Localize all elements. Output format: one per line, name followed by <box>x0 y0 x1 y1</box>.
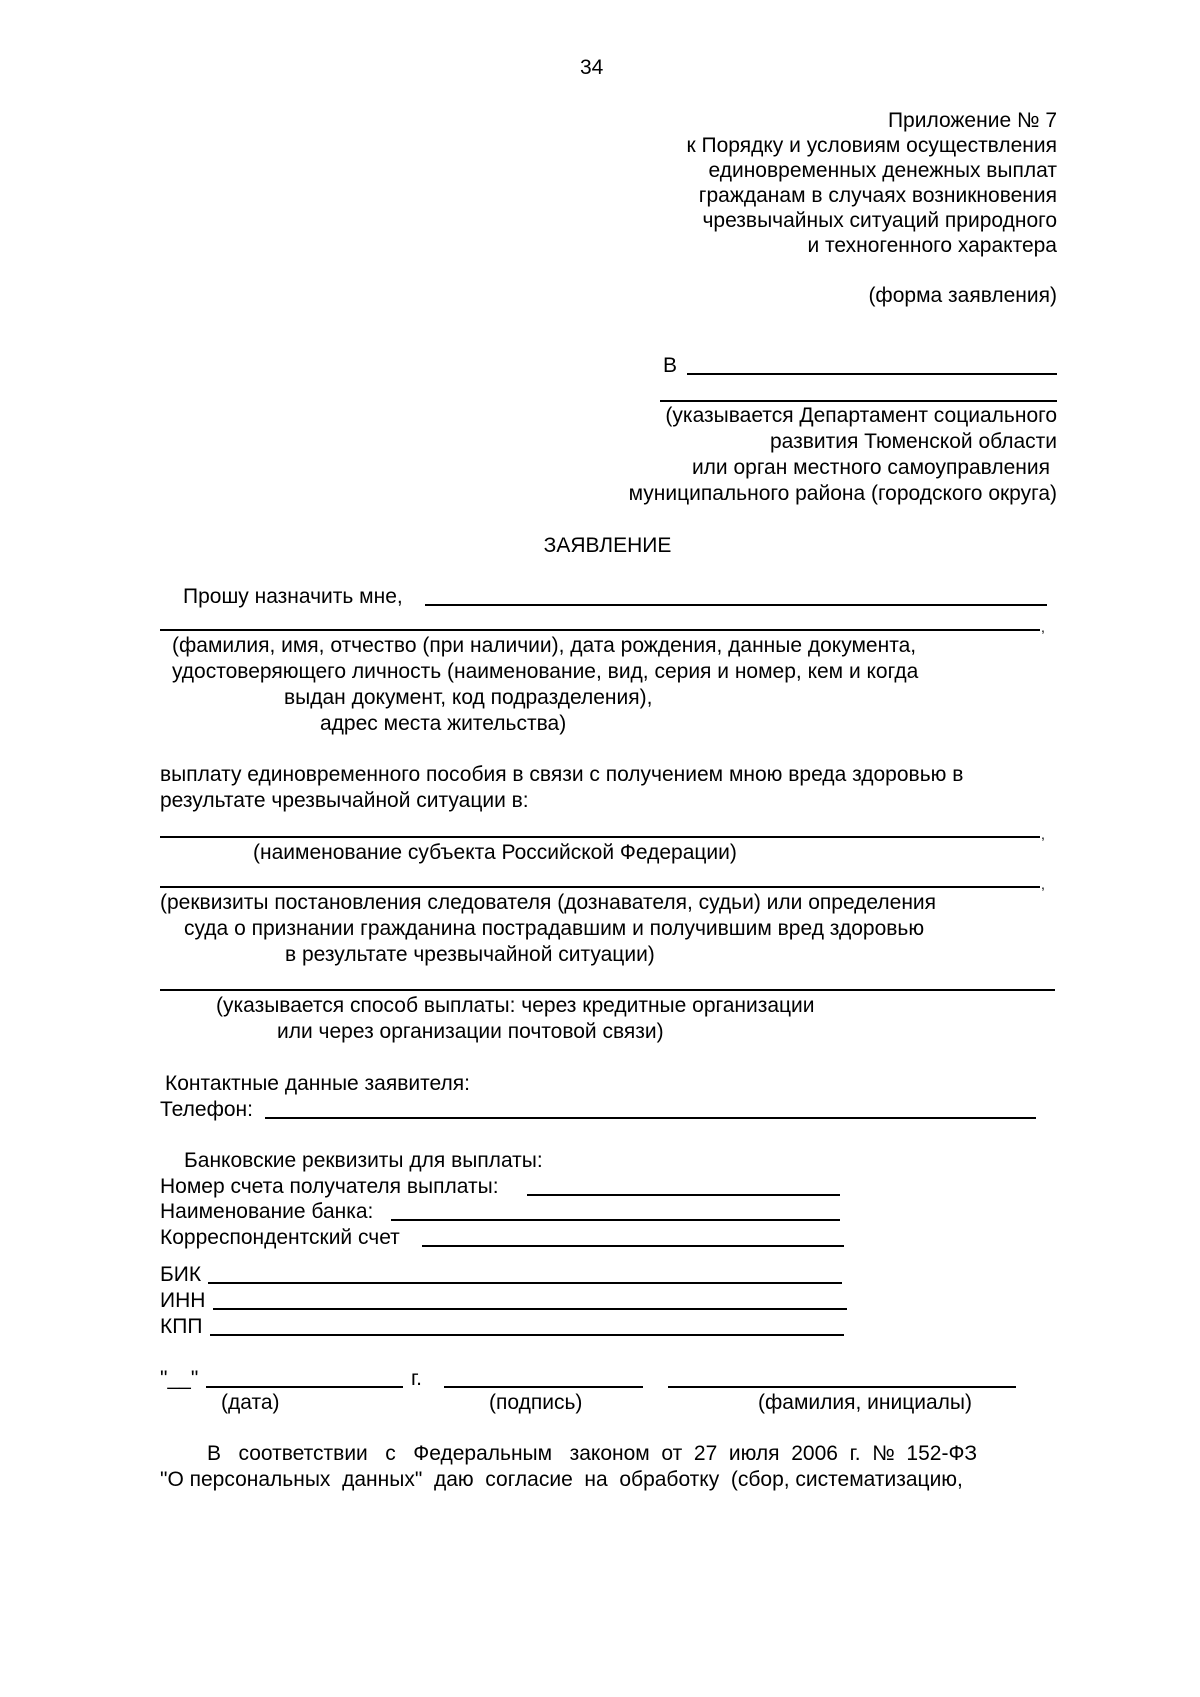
account-label: Номер счета получателя выплаты: <box>160 1175 499 1198</box>
date-hint: (дата) <box>221 1391 280 1414</box>
addressee-hint: развития Тюменской области <box>769 430 1057 453</box>
kpp-label: КПП <box>160 1315 203 1338</box>
appendix-line: и техногенного характера <box>807 234 1057 257</box>
kpp-field[interactable] <box>210 1334 844 1336</box>
consent-line: "О персональных данных" даю согласие на обработку (сбор, систематизацию, <box>160 1468 963 1491</box>
form-label: (форма заявления) <box>868 284 1057 307</box>
date-field[interactable] <box>206 1386 403 1388</box>
appendix-line: Приложение № 7 <box>887 109 1057 132</box>
bank-heading: Банковские реквизиты для выплаты: <box>184 1149 543 1172</box>
name-field[interactable] <box>668 1386 1016 1388</box>
inn-label: ИНН <box>160 1289 206 1312</box>
method-hint: (указывается способ выплаты: через кредитные организации <box>216 994 815 1017</box>
signature-field[interactable] <box>444 1386 643 1388</box>
appendix-line: единовременных денежных выплат <box>708 159 1057 182</box>
request-hint: (фамилия, имя, отчество (при наличии), дата рождения, данные документа, <box>172 634 917 657</box>
payment-text: результате чрезвычайной ситуации в: <box>160 789 529 812</box>
comma: , <box>1041 876 1045 892</box>
appendix-line: к Порядку и условиям осуществления <box>686 134 1057 157</box>
subject-hint: (наименование субъекта Российской Федерации) <box>253 841 737 864</box>
signature-hint: (подпись) <box>489 1391 583 1414</box>
bank-name-label: Наименование банка: <box>160 1200 374 1223</box>
request-hint: удостоверяющего личность (наименование, вид, серия и номер, кем и когда <box>172 660 919 683</box>
addressee-hint: муниципального района (городского округа) <box>628 482 1057 505</box>
bik-label: БИК <box>160 1263 202 1286</box>
consent-line: В соответствии с Федеральным законом от 27 июля 2006 г. № 152-ФЗ <box>207 1442 978 1465</box>
bank-name-field[interactable] <box>391 1219 840 1221</box>
account-field[interactable] <box>527 1194 840 1196</box>
inn-field[interactable] <box>213 1308 847 1310</box>
addressee-field[interactable] <box>687 373 1057 375</box>
phone-label: Телефон: <box>160 1098 253 1121</box>
year-suffix: г. <box>411 1367 422 1390</box>
decision-hint: суда о признании гражданина пострадавшим и получившим вред здоровью <box>184 917 925 940</box>
applicant-field-second[interactable] <box>160 629 1040 631</box>
request-text: Прошу назначить мне, <box>183 585 403 608</box>
appendix-line: гражданам в случаях возникновения <box>698 184 1057 207</box>
name-hint: (фамилия, инициалы) <box>758 1391 972 1414</box>
addressee-hint: или орган местного самоуправления <box>691 456 1050 479</box>
decision-field[interactable] <box>160 886 1040 888</box>
corr-account-label: Корреспондентский счет <box>160 1226 400 1249</box>
subject-field[interactable] <box>160 836 1040 838</box>
request-hint: выдан документ, код подразделения), <box>284 686 653 709</box>
payment-method-field[interactable] <box>160 989 1055 991</box>
applicant-field[interactable] <box>425 604 1047 606</box>
request-hint: адрес места жительства) <box>320 712 567 735</box>
addressee-prefix: В <box>663 354 678 377</box>
day-quote[interactable]: "__" <box>160 1367 199 1390</box>
addressee-hint: (указывается Департамент социального <box>665 404 1057 427</box>
document-title: ЗАЯВЛЕНИЕ <box>543 534 672 557</box>
page-number: 34 <box>580 56 604 79</box>
corr-account-field[interactable] <box>422 1245 844 1247</box>
phone-field[interactable] <box>265 1117 1036 1119</box>
decision-hint: (реквизиты постановления следователя (дознавателя, судьи) или определения <box>160 891 937 914</box>
contacts-heading: Контактные данные заявителя: <box>165 1072 470 1095</box>
addressee-field-second[interactable] <box>660 400 1057 402</box>
method-hint: или через организации почтовой связи) <box>277 1020 664 1043</box>
comma: , <box>1041 826 1045 842</box>
decision-hint: в результате чрезвычайной ситуации) <box>285 943 655 966</box>
appendix-line: чрезвычайных ситуаций природного <box>702 209 1057 232</box>
bik-field[interactable] <box>208 1282 842 1284</box>
comma: , <box>1041 619 1045 635</box>
payment-text: выплату единовременного пособия в связи с получением мною вреда здоровью в <box>160 763 964 786</box>
